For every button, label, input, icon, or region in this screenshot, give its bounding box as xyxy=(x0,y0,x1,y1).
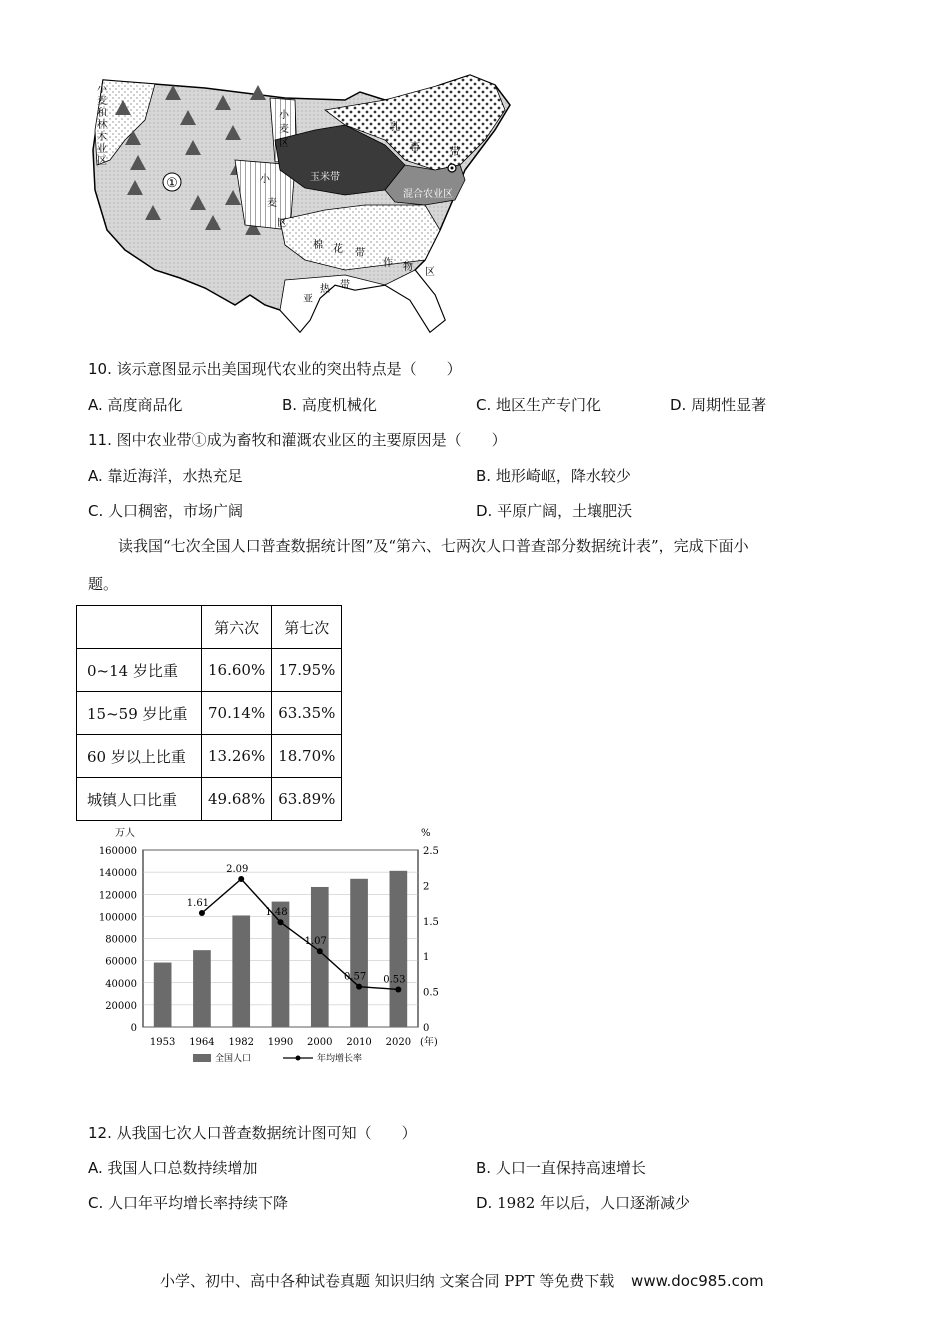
legend-bar-label: 全国人口 xyxy=(215,1054,252,1064)
option-text: 周期性显著 xyxy=(691,396,767,414)
table-cell: 15~59 岁比重 xyxy=(77,692,202,735)
growth-point xyxy=(278,919,284,925)
table-row xyxy=(77,735,342,778)
option-letter: B. xyxy=(476,467,492,485)
bar xyxy=(350,879,368,1027)
table-cell: 13.26% xyxy=(202,735,272,778)
table-row xyxy=(77,692,342,735)
y-tick-label: 0 xyxy=(130,1023,137,1034)
table-header-row xyxy=(77,606,342,649)
y-tick-label: 20000 xyxy=(105,1000,137,1012)
map-label: 畜 xyxy=(410,142,420,153)
question-text: 图中农业带①成为畜牧和灌溉农业区的主要原因是（ ） xyxy=(116,431,507,449)
map-label: 区 xyxy=(425,267,435,278)
map-label: 作 xyxy=(383,258,393,269)
map-label: 亚 xyxy=(303,294,313,305)
map-label: 乳 xyxy=(390,122,400,133)
option-letter: C. xyxy=(88,1194,104,1212)
table-cell: 70.14% xyxy=(202,692,272,735)
page-footer xyxy=(160,1270,764,1291)
intro-line-1: 读我国“七次全国人口普查数据统计图”及“第六、七两次人口普查部分数据统计表”，完成下面小 xyxy=(118,537,749,555)
question-text: 从我国七次人口普查数据统计图可知（ ） xyxy=(116,1124,417,1142)
q12-option-d[interactable] xyxy=(476,1192,690,1213)
y-tick-label: 100000 xyxy=(98,912,137,924)
q11-option-d[interactable] xyxy=(476,500,632,521)
table-row xyxy=(77,778,342,821)
question-text: 该示意图显示出美国现代农业的突出特点是（ ） xyxy=(116,360,462,378)
option-letter: B. xyxy=(282,396,298,414)
y-tick-label: 120000 xyxy=(98,890,137,902)
legend-line-marker xyxy=(296,1056,301,1061)
x-tick-label: 1982 xyxy=(228,1037,254,1048)
map-label: 带 xyxy=(355,248,365,259)
x-tick-label: 2010 xyxy=(346,1037,372,1048)
option-text: 平原广阔，土壤肥沃 xyxy=(497,502,633,520)
growth-point xyxy=(199,910,205,916)
option-text: 1982 年以后，人口逐渐减少 xyxy=(497,1194,691,1212)
option-text: 地形崎岖，降水较少 xyxy=(495,467,631,485)
growth-point-label: 1.48 xyxy=(265,907,288,919)
option-letter: D. xyxy=(670,396,687,414)
q11-option-b[interactable] xyxy=(476,465,631,486)
option-letter: C. xyxy=(476,396,492,414)
growth-point xyxy=(317,948,323,954)
table-header-cell: 第六次 xyxy=(202,606,272,649)
x-axis-suffix: (年) xyxy=(420,1037,438,1048)
map-label: 带 xyxy=(340,280,350,291)
growth-point-label: 0.57 xyxy=(343,971,367,983)
y2-tick-label: 1 xyxy=(423,952,430,964)
x-tick-label: 1990 xyxy=(267,1037,294,1048)
q11-option-c[interactable] xyxy=(88,500,243,521)
option-text: 人口稠密，市场广阔 xyxy=(108,502,244,520)
map-label: 木 xyxy=(97,132,107,143)
table-cell: 63.89% xyxy=(272,778,342,821)
q12-option-c[interactable] xyxy=(88,1192,288,1213)
map-label: 小 xyxy=(279,110,289,121)
map-label: 棉 xyxy=(313,240,323,251)
growth-point-label: 0.53 xyxy=(383,974,406,986)
y-axis-label: 万人 xyxy=(115,828,135,839)
x-tick-label: 1964 xyxy=(189,1037,215,1048)
census-chart xyxy=(88,820,468,1070)
growth-point-label: 1.61 xyxy=(186,898,210,910)
q10-option-a[interactable] xyxy=(88,394,183,415)
y-tick-label: 40000 xyxy=(105,978,137,990)
table-header-cell: 第七次 xyxy=(272,606,342,649)
map-label: 和 xyxy=(97,108,107,119)
footer-url[interactable]: www.doc985.com xyxy=(631,1272,764,1290)
map-label: 小 xyxy=(260,174,270,185)
q10-option-c[interactable] xyxy=(476,394,601,415)
table-cell: 18.70% xyxy=(272,735,342,778)
growth-point xyxy=(395,986,401,992)
map-label: 林 xyxy=(97,120,107,131)
y2-tick-label: 0 xyxy=(423,1023,430,1034)
q12-option-b[interactable] xyxy=(476,1157,646,1178)
table-cell: 16.60% xyxy=(202,649,272,692)
x-tick-label: 2000 xyxy=(307,1037,333,1048)
table-header-cell xyxy=(77,606,202,649)
map-label: 混合农业区 xyxy=(403,189,453,200)
y-tick-label: 60000 xyxy=(105,956,137,968)
option-text: 高度机械化 xyxy=(301,396,377,414)
map-label: 玉米带 xyxy=(310,172,340,183)
table-cell: 49.68% xyxy=(202,778,272,821)
x-tick-label: 1953 xyxy=(149,1037,176,1048)
bar xyxy=(232,915,250,1027)
growth-point-label: 1.07 xyxy=(304,936,327,948)
y2-tick-label: 2.5 xyxy=(423,846,439,857)
table-cell: 17.95% xyxy=(272,649,342,692)
bar xyxy=(193,950,211,1027)
map-label: 小 xyxy=(97,84,107,95)
option-text: 高度商品化 xyxy=(107,396,183,414)
map-label: 花 xyxy=(333,244,343,255)
map-label: 区 xyxy=(279,138,289,149)
y-tick-label: 80000 xyxy=(105,934,137,946)
map-label: 业 xyxy=(97,144,107,155)
map-label: 麦 xyxy=(97,96,107,107)
question-11-stem xyxy=(88,429,507,450)
map-label: 热 xyxy=(320,284,330,295)
q11-option-a[interactable] xyxy=(88,465,243,486)
option-text: 人口年平均增长率持续下降 xyxy=(108,1194,289,1212)
y2-tick-label: 1.5 xyxy=(423,916,439,928)
option-letter: A. xyxy=(88,396,103,414)
option-letter: C. xyxy=(88,502,104,520)
growth-point xyxy=(238,876,244,882)
question-10-stem xyxy=(88,358,462,379)
zone-1-label: ① xyxy=(166,176,178,191)
q10-option-b[interactable] xyxy=(282,394,377,415)
legend-bar-swatch xyxy=(193,1054,211,1062)
y2-tick-label: 2 xyxy=(423,881,430,893)
map-label: 麦 xyxy=(279,124,289,135)
table-cell: 63.35% xyxy=(272,692,342,735)
growth-point-label: 2.09 xyxy=(226,864,249,876)
census-table xyxy=(76,605,342,821)
y2-tick-label: 0.5 xyxy=(423,987,439,999)
option-text: 靠近海洋，水热充足 xyxy=(107,467,243,485)
table-cell: 0~14 岁比重 xyxy=(77,649,202,692)
y-tick-label: 160000 xyxy=(98,846,137,857)
option-text: 人口一直保持高速增长 xyxy=(495,1159,646,1177)
table-cell: 60 岁以上比重 xyxy=(77,735,202,778)
q12-option-a[interactable] xyxy=(88,1157,258,1178)
bar xyxy=(390,871,408,1027)
y-tick-label: 140000 xyxy=(98,868,137,880)
option-text: 我国人口总数持续增加 xyxy=(107,1159,258,1177)
bar xyxy=(154,963,172,1027)
map-label: 麦 xyxy=(267,198,277,209)
growth-point xyxy=(356,984,362,990)
intro-line-2: 题。 xyxy=(88,575,119,593)
map-label: 带 xyxy=(450,147,460,158)
question-number: 12. xyxy=(88,1124,112,1142)
footer-text: 小学、初中、高中各种试卷真题 知识归纳 文案合同 PPT 等免费下载 xyxy=(160,1272,615,1290)
question-number: 11. xyxy=(88,431,112,449)
table-row xyxy=(77,649,342,692)
option-text: 地区生产专门化 xyxy=(496,396,602,414)
x-tick-label: 2020 xyxy=(385,1037,412,1048)
option-letter: D. xyxy=(476,1194,493,1212)
map-label: 区 xyxy=(277,218,287,229)
map-label: 区 xyxy=(97,156,107,167)
q10-option-d[interactable] xyxy=(670,394,766,415)
option-letter: D. xyxy=(476,502,493,520)
table-cell: 城镇人口比重 xyxy=(77,778,202,821)
y2-axis-label: % xyxy=(421,828,431,839)
question-12-stem xyxy=(88,1122,417,1143)
option-letter: A. xyxy=(88,1159,103,1177)
us-agriculture-map xyxy=(85,70,520,340)
option-letter: B. xyxy=(476,1159,492,1177)
growth-line xyxy=(202,879,398,989)
legend-line-label: 年均增长率 xyxy=(317,1054,363,1064)
question-number: 10. xyxy=(88,360,112,378)
option-letter: A. xyxy=(88,467,103,485)
map-label: 物 xyxy=(403,262,413,273)
